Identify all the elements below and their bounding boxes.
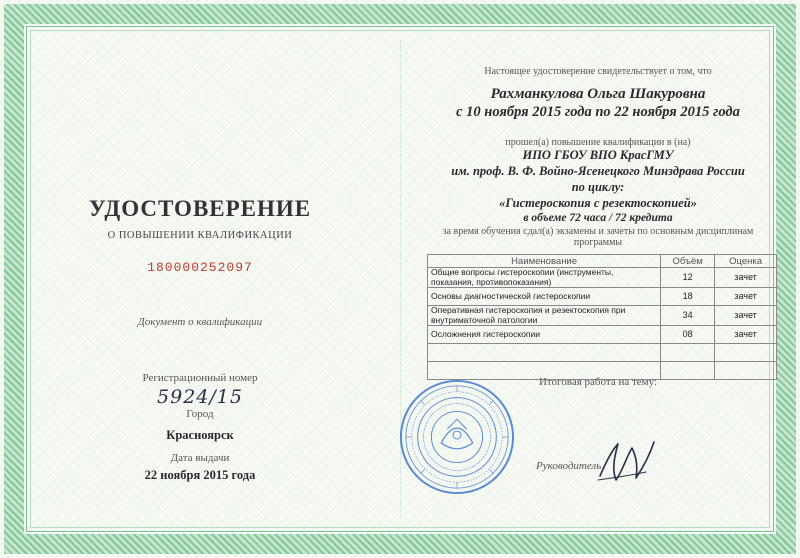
city-label: Город	[186, 408, 214, 420]
city-value: Красноярск	[166, 428, 234, 442]
serial-number: 180000252097	[147, 260, 253, 275]
training-period: с 10 ноября 2015 года по 22 ноября 2015 года	[456, 104, 740, 120]
discipline-grade: зачет	[715, 306, 777, 326]
discipline-name: Основы диагностической гистероскопии	[428, 288, 661, 306]
discipline-volume	[661, 344, 715, 362]
discipline-name: Общие вопросы гистероскопии (инструменты, показания, противопоказания)	[428, 268, 661, 288]
discipline-volume: 18	[661, 288, 715, 306]
organization-line-1: ИПО ГБОУ ВПО КрасГМУ	[522, 148, 674, 162]
discipline-volume: 34	[661, 306, 715, 326]
table-row	[428, 326, 777, 344]
exams-text: за время обучения сдал(а) экзамены и зачеты по основным дисциплинам программы	[442, 226, 754, 248]
discipline-name	[428, 344, 661, 362]
discipline-volume: 08	[661, 326, 715, 344]
document-type-label: Документ о квалификации	[137, 316, 263, 328]
issue-date-value: 22 ноября 2015 года	[144, 468, 256, 482]
disciplines-table	[427, 254, 777, 380]
intro-text: Настоящее удостоверение свидетельствует о том, что	[484, 66, 712, 77]
table-row	[428, 288, 777, 306]
discipline-grade: зачет	[715, 288, 777, 306]
head-label: Руководитель	[536, 460, 602, 472]
discipline-volume: 12	[661, 268, 715, 288]
issue-date-label: Дата выдачи	[170, 452, 230, 464]
discipline-grade	[715, 344, 777, 362]
final-work-label: Итоговая работа на тему:	[538, 376, 658, 388]
official-seal-icon	[398, 378, 516, 496]
table-header-row	[428, 255, 777, 268]
course-name: «Гистероскопия с резектоскопией»	[499, 196, 697, 210]
passed-text: прошел(а) повышение квалификации в (на)	[505, 137, 691, 148]
discipline-name: Осложнения гистероскопии	[428, 326, 661, 344]
table-row	[428, 306, 777, 326]
certificate-subtitle: О ПОВЫШЕНИИ КВАЛИФИКАЦИИ	[107, 230, 293, 241]
table-row	[428, 344, 777, 362]
certificate-title: УДОСТОВЕРЕНИЕ	[88, 196, 312, 221]
discipline-name: Оперативная гистероскопия и резектоскопия при внутриматочной патологии	[428, 306, 661, 326]
table-row	[428, 268, 777, 288]
discipline-grade: зачет	[715, 326, 777, 344]
person-name: Рахманкулова Ольга Шакуровна	[490, 86, 706, 102]
discipline-grade: зачет	[715, 268, 777, 288]
cycle-label: по циклу:	[571, 180, 625, 194]
header-name: Наименование	[428, 255, 661, 268]
header-volume: Объём	[661, 255, 715, 268]
course-volume: в объеме 72 часа / 72 кредита	[523, 212, 673, 224]
header-grade: Оценка	[715, 255, 777, 268]
registration-number: 5924/15	[157, 386, 243, 408]
signature-icon	[592, 432, 662, 492]
organization-line-2: им. проф. В. Ф. Войно-Ясенецкого Минздрава России	[451, 164, 745, 178]
registration-label: Регистрационный номер	[142, 372, 258, 384]
